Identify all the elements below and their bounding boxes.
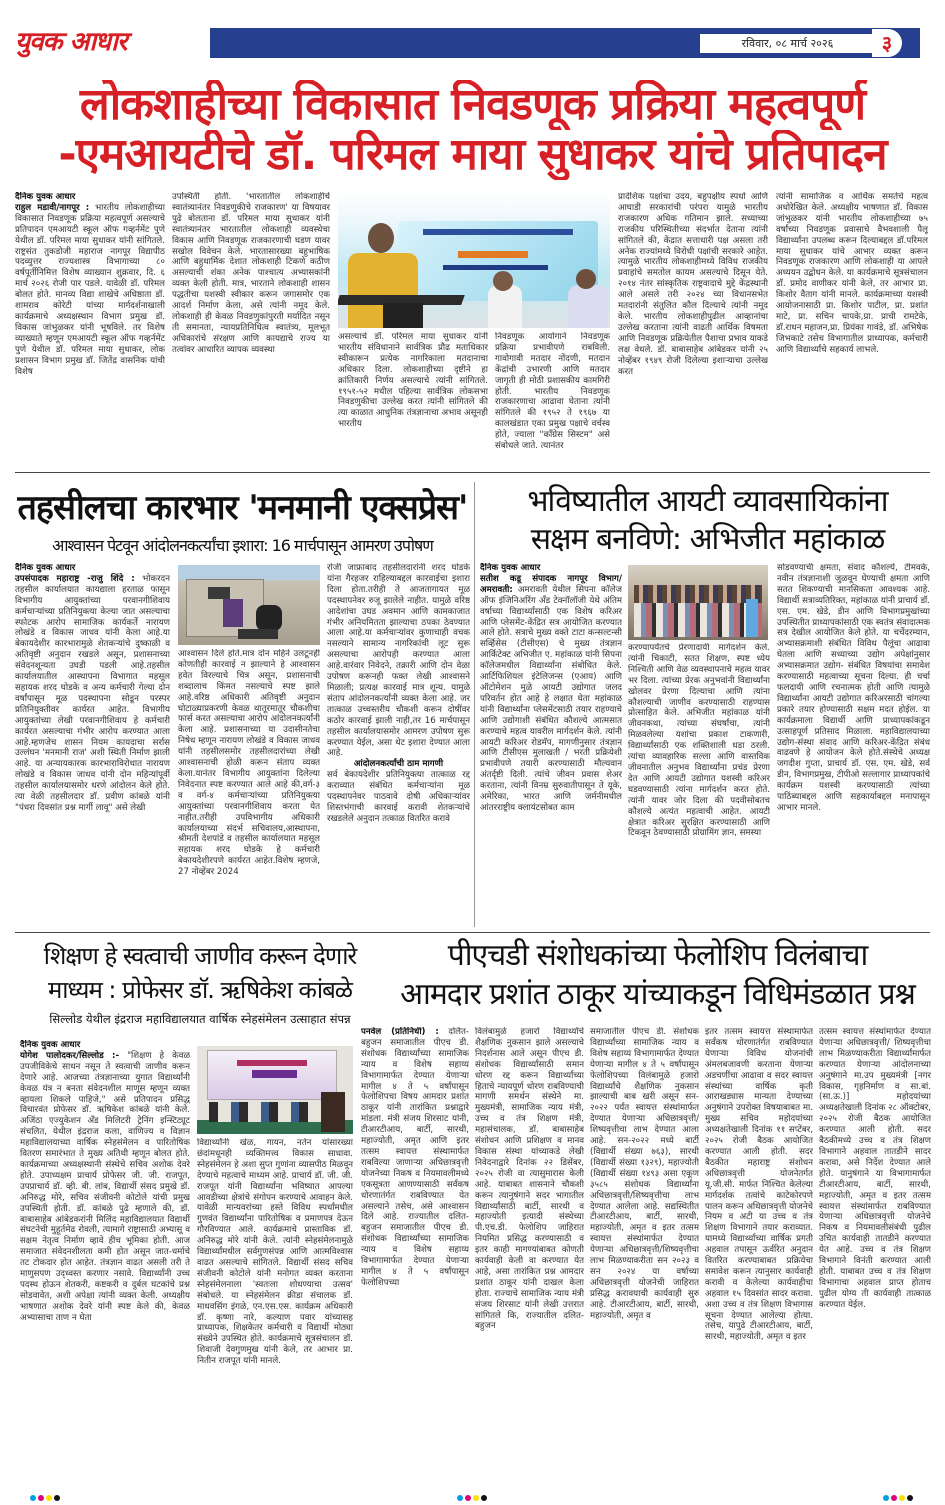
tehsil-headline: तहसीलचा कारभार 'मनमानी एक्सप्रेस'	[17, 488, 468, 528]
tehsil-column-2: आश्वासन दिले होते.मात्र दोन महिने उलटूनही कोणतीही कारवाई न झाल्याने हे आश्वासन हवेत विरल्याचे चित्र असून, प्रशासनाची शब्दालाच किंमत नसल्याचे स्पष्ट झाले आहे.वरिष्ठ अधिकारी अतिवृष्टी अनुदान घोटाळ्याप्रकरणी केवळ थातूरमातूर चौकशीचा फार्स करत असल्याचा आरोप आंदोलनकर्त्यांनी केला आहे. प्रशासनाच्या या उदासीनतेचा निषेध म्हणून नारायण लोखंडे व विकास जाधव यांनी तहसीलसमोर तहसीलदारांच्या लेखी आश्वासनाची होळी करून संताप व्यक्त केला.यानंतर विभागीय आयुक्तांना दिलेल्या निवेदनात स्पष्ट करण्यात आले आहे की,वर्ग-३ व वर्ग-४ कर्मचाऱ्यांच्या प्रतिनियुक्त्या आयुक्तांच्या परवानगीशिवाय करता येत नाहीत.तरीही उपविभागीय अधिकारी कार्यालयाच्या संदर्भ सचिवालय,आस्थापना, श्रीमती देशपांडे व तहसील कार्यालयात महसूल सहायक शरद घोडके हे कर्मचारी बेकायदेशीरपणे कार्यरत आहेत.विशेष म्हणजे, 27 नोव्हेंबर 2024	[178, 649, 320, 878]
education-subheadline: सिल्लोड येथील इंद्रराज महाविद्यालयात वार्षिक स्नेहसंमेलन उत्साहात संपन्न	[49, 1012, 351, 1026]
education-headline-line-2: माध्यम : प्रोफेसर डॉ. ऋषिकेश कांबळे	[47, 976, 353, 1004]
column-divider	[474, 482, 475, 927]
byline: पनवेल (प्रतिनिधी) :	[361, 1027, 439, 1037]
it-headline-line-2: सक्षम बनविणे: अभिजीत महांकाळ	[530, 522, 885, 557]
demands-subheading: आंदोलनकर्त्यांची ठाम मागणी	[353, 759, 444, 770]
section-divider	[15, 472, 930, 473]
newspaper-logo: युवक आधार	[15, 27, 210, 59]
lead-headline-line-1: लोकशाहीच्या विकासात निवडणूक प्रक्रिया महत्वपूर्ण	[79, 80, 866, 130]
annual-gathering-photo	[197, 1046, 353, 1134]
source-label: दैनिक युवक आधार	[15, 563, 76, 573]
issue-date: रविवार, ०८ मार्च २०२६	[700, 34, 875, 53]
column-text: "शिक्षण हे केवळ उपजीविकेचे साधन नसून ते स्वत्वाची जाणीव करून देणारे आहे. आजच्या तंत्रज्ञानाच्या युगात विद्यार्थ्यांनी केवळ यंत्र न बनता संवेदनशील माणूस म्हणून व्यक्त व्हायला शिकले पाहिजे," असे प्रतिपादन प्रसिद्ध विचारवंत प्रोफेसर डॉ. ऋषिकेश कांबळे यांनी केले. अजिंठा एज्युकेशन अँड मिलिटरी ट्रेनिंग इन्स्टिट्यूट संचलित, येथील इंद्रराज कला, वाणिज्य व विज्ञान महाविद्यालयाच्या वार्षिक स्नेहसंमेलन व पारितोषिक वितरण समारंभात ते मुख्य अतिथी म्हणून बोलत होते. कार्यक्रमाच्या अध्यक्षस्थानी संस्थेचे सचिव अशोक देवरे होते. उपाध्यक्षम प्राचार्य प्रोफेसर जी. जी. राजपूत, उपप्राचार्य डॉ. व्ही. बी. लांब, विद्यार्थी संसद प्रमुखे डॉ. अनिरुद्ध मोरे, सचिव संजीवनी कोटोले यांची प्रमुख उपस्थिती होती. डॉ. कांबळे पुढे म्हणाले की, डॉ. बाबासाहेब आंबेडकरांनी मिलिंद महाविद्यालयात विद्यार्थी संघटनेची मुहूर्तमेढ रोवली, त्यामागे राष्ट्रासाठी अभ्यासू व सक्षम नेतृत्व निर्माण व्हावे हीच भूमिका होती. आज समाजात संवेदनशीलता कमी होत असून जात-धर्माचे तट टोकदार होत आहेत. तंत्रज्ञान वाढत असली तरी ते माणुसपण उद्ध्वस्त करणार नसावे. विद्यार्थ्यांनी उच्च पदस्थ होऊन शेतकरी, कष्टकरी व दुर्बल घटकांचे प्रश्न सोडवावेत, अशी अपेक्षा त्यांनी व्यक्त केली. अध्यक्षीय भाषणात अशोक देवरे यांनी स्पष्ट केले की, केवळ अभ्यासाचा ताण न घेता	[20, 1050, 190, 1323]
lead-article-column-3: असल्याचे डॉ. परिमल माया सुधाकर यांनी भारतीय संविधानाने सार्वत्रिक प्रौढ मताधिकार स्वीकारून प्रत्येक नागरिकाला मतदानाचा अधिकार दिला. लोकशाहीच्या दृष्टीने हा क्रांतिकारी निर्णय असल्याचे त्यांनी सांगितले. १९५१-५२ मधील पहिल्या सार्वत्रिक लोकसभा निवडणुकीचा उल्लेख करत त्यांनी सांगितले की त्या काळात आधुनिक तंत्रज्ञानाचा अभाव असूनही भारतीय	[338, 332, 488, 430]
byline: योगेश पालोदकर/सिल्लोड :-	[20, 1050, 120, 1061]
it-headline-line-1: भविष्यातील आयटी व्यावसायिकांना	[527, 484, 888, 519]
lead-article-column-6: त्यांनी सामाजिक व आर्थिक समतेचे महत्व अधोरेखित केले. अध्यक्षीय भाषणात डॉ. विकास जांभुळकर यांनी भारतीय लोकशाहीच्या ७५ वर्षांच्या निवडणूक प्रवासाचे वैभवशाली पैलू विद्यार्थ्यांना उपलब्ध करून दिल्याबद्दल डॉ.परिमल माया सुधाकर यांचे आभार व्यक्त करून निवडणूक राजकारण आणि लोकशाही या आपले अध्ययन उद्बोधन केले. या कार्यक्रमाचे सूत्रसंचालन डॉ. प्रमोद वाणीकर यांनी केले, तर आभार प्रा. किशोर वैताग यांनी मानले. कार्यक्रमाच्या यशस्वी आयोजनासाठी प्रा. किशोर पाटील, प्रा. प्रशांत माटे, प्रा. सचिन चापके,प्रा. प्राची रामटेके, डॉ.राधन महाजन,प्रा. प्रियंका गावंडे, डॉ. अभिषेक जिभकाटे तसेच विभागातील प्राध्यापक, कर्मचारी आणि विद्यार्थ्यांचे सहकार्य लाभले.	[776, 192, 928, 355]
lecture-photo	[338, 193, 610, 328]
education-headline-line-1: शिक्षण हे स्वत्वाची जाणीव करून देणारे	[43, 942, 357, 970]
source-label: दैनिक युवक आधार	[20, 1040, 81, 1050]
phd-headline-line-1: पीएचडी संशोधकांच्या फेलोशिप विलंबाचा	[447, 938, 868, 973]
lead-article-column-4: निवडणूक आयोगाने निवडणूक प्रक्रिया प्रभावीपणे राबविली. गावोगावी मतदार नोंदणी, मतदान केंद्रांची उभारणी आणि मतदार जागृती ही मोठी प्रशासकीय कामगिरी होती. भारतीय निवडणूक राजकारणाचा आढावा घेताना त्यांनी सांगितले की १९५२ ते १९६७ या कालखंडात एका प्रमुख पक्षाचे वर्चस्व होते, ज्याला "काँग्रेस सिस्टम" असे संबोधले जाते. त्यानंतर	[495, 332, 610, 452]
page-number: ३	[872, 29, 902, 57]
lead-headline-line-2: -एमआयटीचे डॉ. परिमल माया सुधाकर यांचे प्रतिपादन	[58, 130, 887, 180]
column-text: भोकरदन तहसील कार्यालयात कायद्याला हरताळ फासून विभागीय आयुक्तांच्या परवानगीशिवाय कर्मचाऱ्यांच्या प्रतिनियुक्त्या केल्या जात असल्याचा स्फोटक आरोप सामाजिक कार्यकर्ते नारायण लोखंडे व विकास जाधव यांनी केला आहे.या बेकायदेशीर कारभारामुळे शेतकऱ्यांचे दुष्काळी व अतिवृष्टी अनुदान रखडले असून, प्रशासनाच्या संवेदनशून्यता उघडी पडली आहे.तहसील कार्यालयातील आस्थापना विभागात महसूल सहायक शरद घोडके व अन्य कर्मचारी गेल्या दोन वर्षांपासून मूळ पदस्थापना सोडून परस्पर प्रतिनियुक्तीवर कार्यरत आहेत. विभागीय आयुक्तांच्या लेखी परवानगीशिवाय हे कर्मचारी कार्यरत असल्याचा गंभीर आरोप करण्यात आला आहे.म्हणजेच शासन नियम कायदाचा सर्रास उल्लंघन 'मनमानी राज' अशी स्थिती निर्माण झाली आहे. या अन्यायकारक कारभाराविरोधात नारायण लोखंडे व विकास जाधव यांनी दोन महिन्यांपूर्वी तहसील कार्यालयासमोर धरणे आंदोलन केले होते. त्या वेळी तहसीलदार डॉ. प्रवीण कांबळे यांनी "पंधरा दिवसांत प्रश्न मार्गी लावू" असे लेखी	[15, 573, 170, 813]
column-text: दलित-बहुजन समाजातील पीएच डी. संशोधक विद्यार्थ्यांच्या सामाजिक न्याय व विशेष सहाय्य विभागामार्फत देण्यात येणाऱ्या मागील ४ ते ५ वर्षांपासून फेलोशिपचा विषय आमदार प्रशांत ठाकूर यांनी तारांकित प्रश्नाद्वारे मांडला. मंत्री संजय शिरसाट यांनी, टीआरटीआय, बार्टी, सारथी, महाज्योती, अमृत आणि इतर तत्सम स्वायत्त संस्थामार्फत राबविल्या जाणाऱ्या अधिछात्रवृत्ती योजनेच्या निकष व नियमावलीमध्ये एकसूत्रता आणण्यासाठी सर्वंकष धोरणातंर्गत राबविण्यात येत असल्याने तसेच, असे आश्वासन दिले आहे. राज्यातील दलित-बहुजन समाजातील पीएच डी. संशोधक विद्यार्थ्यांच्या सामाजिक न्याय व विशेष सहाय्य विभागामार्फत देण्यात येणाऱ्या मागील ४ ते ५ वर्षांपासून फेलोशिपच्या	[361, 1027, 469, 1288]
section-divider	[15, 932, 930, 933]
phd-headline-line-2: आमदार प्रशांत ठाकूर यांच्याकडून विधिमंडळात प्रश्न	[400, 977, 915, 1012]
source-label: दैनिक युवक आधार	[15, 192, 76, 202]
column-text: भारतीय लोकशाहीच्या विकासात निवडणूक प्रक्रिया महत्वपूर्ण असल्याचे प्रतिपादन एमआयटी स्कूल ऑफ गव्हर्नमेंट पुणे येथील डॉ. परिमल माया सुधाकर यांनी सांगितले. राष्ट्रसंत तुकडोजी महाराज नागपूर विद्यापीठ पदव्युत्तर राज्यशास्त्र विभागाच्या ८० वर्षपूर्तीनिमित्त विशेष व्याख्यान शुक्रवार, दि. ६ मार्च २०२६ रोजी पार पडले. यावेळी डॉ. परिमल बोलत होते. मानव्य विद्या शाखेचे अधिष्ठाता डॉ. शामराव कोरेटी यांच्या मार्गदर्शनाखाली कार्यक्रमाचे अध्यक्षस्थान विभाग प्रमुख डॉ. विकास जांभुळकर यांनी भूषविले. तर विशेष व्याख्याते म्हणून एमआयटी स्कूल ऑफ गव्हर्नमेंट पुणे येथील डॉ. परिमल माया सुधाकर, लोक प्रशासन विभाग प्रमुख डॉ. जितेंद्र वासनिक यांची विशेष	[15, 202, 165, 377]
lead-article-column-2: उपस्थिती होती. 'भारतातील लोकशाहीचे स्वातंत्र्यानंतर निवडणुकीचे राजकारण' या विषयावर पुढे बोलताना डॉ. परिमल माया सुधाकर यांनी स्वातंत्र्यानंतर भारतातील लोकशाही व्यवस्थेचा विकास आणि निवडणूक राजकारणाची घडण यावर सखोल विवेचन केले. भारतासारख्या बहुभाषिक आणि बहुधार्मिक देशात लोकशाही टिकणे कठीण असल्याची शंका अनेक पाश्चात्य अभ्यासकांनी व्यक्त केली होती. मात्र, भारताने लोकशाही शासन पद्धतीचा यशस्वी स्वीकार करून जगासमोर एक आदर्श निर्माण केला, असे त्यांनी नमूद केले. लोकशाही ही केवळ निवडणुकांपुरती मर्यादित नसून ती समानता, न्यायप्रतिनिधित्व स्वातंत्र्य, मूलभूत अधिकारांचे संरक्षण आणि कायद्याचे राज्य या तत्वांवर आधारित व्यापक व्यवस्था	[172, 192, 330, 355]
tehsil-protest-photo	[178, 565, 320, 645]
education-column-1	[20, 1040, 190, 1480]
phd-column-1	[361, 1027, 469, 1480]
phd-column-5: तत्सम स्वायत्त संस्थांमार्फत देण्यात येणाऱ्या अधिछात्रवृत्ती/ शिष्यवृत्तीचा लाभ मिळण्याकरीता विद्यार्थ्यांमार्फत करण्यात येणाऱ्या आंदोलनाच्या अनुषंगाने मा.उप मुख्यमंत्री [नगर विकास, गृहनिर्माण व सा.बां. (सा.ऊ.)] महोदयांच्या अध्यक्षतेखाली दिनांक २८ ऑक्टोबर, २०२५ रोजी बैठक आयोजित करण्यात आली होती. सदर बैठकीमध्ये उच्च व तंत्र शिक्षण विभागाने अहवाल तातडीने सादर करावा, असे निर्देश देण्यात आले होते. यानुषंगाने या विभागामार्फत टीआरटीआय, बार्टी, सारथी, महाज्योती, अमृत व इतर तत्सम स्वायत्त संस्थांमार्फत राबविण्यात येणाऱ्या अधिछात्रवृत्ती योजनेचे निकष व नियमावलीसंबंधी पुढील उचित कार्यवाही तातडीने करण्यात येत आहे. उच्च व तंत्र शिक्षण विभागाने विनंती करण्यात आली होती. याबाबत उच्च व तंत्र शिक्षण विभागाचा अहवाल प्राप्त होताच पुढील योग्य ती कार्यवाही तात्काळ करण्यात येईल.	[819, 1027, 931, 1310]
print-registration-marks	[0, 1486, 945, 1496]
byline: राहुल मडावी/नागपूर :	[15, 202, 90, 213]
byline: सतीश कडू संपादक नागपूर विभाग/अमरावती:	[480, 573, 622, 595]
phd-column-4: इतर तत्सम स्वायत्त संस्थामार्फत सर्वंकष धोरणातंर्गत राबविण्यात येणाऱ्या विविध योजनांची अंमलबजावणी करताना येणाऱ्या अडचणींचा आढावा व सदर स्वायत्त संस्थांच्या वार्षिक कृती आराखड्यास मान्यता देण्याच्या अनुषंगाने उपरोक्त विषयाबाबत मा. मुख्य सचिव महोदयांच्या अध्यक्षतेखाली दिनांक ११ सप्टेंबर, २०२५ रोजी बैठक आयोजित करण्यात आली होती. सदर बैठकीत महाराष्ट्र संशोधन अधिछात्रवृत्ती योजनेतर्गत यू.जी.सी. मार्फत निश्चित केलेल्या मार्गदर्शक तत्वांचे काटेकोरपणे पालन करून अधिछात्रवृत्ती योजनेचे नियम व अटी या उच्च व तंत्र शिक्षण विभागाने तयार कराव्यात. यामध्ये विद्यार्थ्यांच्या वार्षिक प्रगती अहवाल तपासून ऊर्वरित अनुदान वितरित करण्याबाबत प्रक्रियेचा समावेश करून त्यानुसार कार्यवाही करावी व केलेल्या कार्यवाहीचा अहवाल १५ दिवसांत सादर करावा. अशा उच्च व तंत्र शिक्षण विभागास सूचना देण्यात आलेल्या होत्या. तसेच, यापुढे टीआरटीआय, बार्टी, सारथी, महाज्योती, अमृत व इतर	[705, 1027, 813, 1343]
source-label: दैनिक युवक आधार	[480, 563, 541, 573]
phd-column-2: विलंबामुळे हजारो विद्यार्थ्यांचे शैक्षणिक नुकसान झाले असल्याचे निदर्शनास आले असून पीएच डी. संशोधक विद्यार्थ्यांसाठी समान धोरण रद्द करून विद्यार्थ्यांच्या हिताचे न्यायपूर्ण धोरण राबविण्याची मागणी समर्थन संस्थेने मा. मुख्यमंत्री, सामाजिक न्याय मंत्री, उच्च व तंत्र शिक्षण मंत्री, महासंचालक, डॉ. बाबासाहेब संशोधन आणि प्रशिक्षण व मानव विकास संस्था यांच्याकडे लेखी निवेदनाद्वारे दिनांक २२ डिसेंबर, २०२५ रोजी वा त्यासुमारास केली आहे. याबाबत शासनाने चौकशी करून त्यानुषंगाने सदर भागातील विद्यार्थ्यांसाठी बार्टी, सारथी व महाज्योती इत्यादी संस्थेच्या पी.एच.डी. फेलोशिप जाहिरात नियमित प्रसिद्ध करण्यासाठी व इतर काही मागण्यांबाबत कोणती कार्यवाही केली वा करण्यात येत आहे, असा तारांकित प्रश्न आमदार प्रशांत ठाकूर यांनी दाखल केला होता. राज्याचे सामाजिक न्याय मंत्री संजय शिरसाट यांनी लेखी उत्तरात सांगितले कि, राज्यातील दलित-बहुजन	[475, 1027, 584, 1332]
lead-article-column-1	[15, 192, 165, 464]
it-column-3: सोडवण्याची क्षमता, संवाद कौशल्ये, टीमवर्क, नवीन तंत्रज्ञानाशी जुळवून घेण्याची क्षमता आणि सतत शिकण्याची मानसिकता आवश्यक आहे. विद्यार्थी सत्राव्यतिरिक्त, महांकाळ यांनी प्राचार्य डॉ. एस. एम. खेडे, डीन आणि विभागप्रमुखांच्या उपस्थितीत प्राध्यापकांसाठी एक स्वतंत्र संवादात्मक सत्र देखील आयोजित केले होते. या चर्चेदरम्यान, अभ्यासक्रमाशी संबंधित विविध पैलूंचा आढावा घेतला आणि सध्याच्या उद्योग अपेक्षांनुसार अभ्यासक्रमात उद्योग- संबंधित विषयांचा समावेश करण्यासाठी महत्वाच्या सूचना दिल्या. ही चर्चा फलदायी आणि रचनात्मक होती आणि त्यामुळे विद्यार्थ्यांना आयटी उद्योगात करिअरसाठी चांगल्या प्रकारे तयार होण्यासाठी सक्षम मदत होईल. या कार्यक्रमाला विद्यार्थी आणि प्राध्यापकांकडून उत्साहपूर्ण प्रतिसाद मिळाला. महाविद्यालयाच्या उद्योग-संस्था संवाद आणि करिअर-केंद्रित संबंध वाढवणे हे आयोजन केले होते.संस्थेचे अध्यक्ष जगदीश गुप्ता, प्राचार्य डॉ. एस. एम. खेडे, सर्व डीन, विभागप्रमुख, टीपीओ सल्लागार प्राध्यापकांचे कार्यक्रम यशस्वी करण्यासाठी त्यांच्या पाठिंब्याबद्दल आणि सहकार्याबद्दल मनापासून आभार मानले.	[777, 563, 930, 813]
group-photo	[628, 565, 768, 640]
byline: उपसंपादक महाराष्ट्र -राजु शिंदे :	[15, 573, 135, 584]
column-text: अमरावती येथील सिपना कॉलेज ऑफ इंजिनिअरिंग अँड टेक्नॉलॉजी येथे अंतिम वर्षाच्या विद्यार्थ्यांसाठी एक विशेष करिअर आणि प्लेसमेंट-केंद्रित सत्र आयोजित करण्यात आले होते. सत्राचे मुख्य वक्ते टाटा कन्सल्टन्सी सर्व्हिसेस (टीसीएस) चे मुख्य तंत्रज्ञान आर्किटेक्ट अभिजीत ए. महांकाळ यांनी सिपना कॉलेजमधील विद्यार्थ्यांना संबोधित केले. आर्टिफिशियल इंटेलिजन्स (एआय) आणि ऑटोमेशन मुळे आयटी उद्योगात जलद परिवर्तन होत आहे हे लक्षात घेता महांकाळ यांनी विद्यार्थ्यांना प्लेसमेंटसाठी तयार राहण्याचे आणि उद्योगाशी संबंधित कौशल्ये आत्मसात करण्याचे महत्व यावरील मार्गदर्शन केले. त्यांनी आयटी करिअर रोडमॅप, मागणीनुसार तंत्रज्ञान आणि टीसीएस मुलाखती / भरती प्रक्रियेशी प्रभावीपणे तयारी करण्यासाठी मौल्यवान अंतर्दृष्टी दिली. त्यांचे जीवन प्रवास शेअर करताना, त्यांनी विनम्र सुरुवातीपासून ते यूके, अमेरिका, भारत आणि जर्मनीमधील आंतरराष्ट्रीय क्लायंटसोबत काम	[480, 584, 622, 813]
it-column-1	[480, 563, 622, 928]
column-text: रोजी जाफ्राबाद तहसीलदारांनी शरद घोडके यांना गैरहजर राहिल्याबद्दल कारवाईचा इशारा दिला होता.तरीही ते आजतागायत मूळ पदस्थापनेवर रुजू झालेले नाहीत. यामुळे वरिष्ठ आदेशांचा उघड अवमान आणि कामकाजात गंभीर अनियमितता झाल्याचा ठपका ठेवण्यात आला आहे.या कर्मचाऱ्यांवर कुणाचाही वचक नसल्याने सामान्य नागरिकांची लूट सुरू असल्याचा आरोपही करण्यात आला आहे.वारंवार निवेदने, तक्रारी आणि दोन वेळा उपोषण करूनही फक्त लेखी आश्वासने मिळाली; प्रत्यक्ष कारवाई मात्र शून्य. यामुळे संताप आंदोलनकर्त्यांनी व्यक्त केला आहे. जर तात्काळ उच्चस्तरीय चौकशी करून दोषींवर कठोर कारवाई झाली नाही,तर 16 मार्चपासून तहसील कार्यालयासमोर आमरण उपोषण सुरू करण्यात येईल, असा थेट इशारा देण्यात आला आहे.	[327, 563, 470, 759]
tehsil-column-1	[15, 563, 170, 928]
phd-column-3: समाजातील पीएच डी. संशोधक विद्यार्थ्यांच्या सामाजिक न्याय व विशेष सहाय्य विभागामार्फत देण्यात येणाऱ्या मागील ४ ते ५ वर्षांपासून फेलोशिपच्या विलंबामुळे हजारो विद्यार्थ्यांचे शैक्षणिक नुकसान झाल्याची बाब खरी असून सन- २०२२ पर्यंत स्वायत्त संस्थांमार्फत देण्यात येणाऱ्या अधिछात्रवृत्ती/ शिष्यवृत्तीचा लाभ देण्यात आला आहे. सन-२०२२ मध्ये बार्टी (विद्यार्थी संख्या ७६३), सारथी (विद्यार्थी संख्या १३२९), महाज्योती (विद्यार्थी संख्या १४९३ असा एकूण ३५८५ संशोधक विद्यार्थ्यांना अधिछात्रवृत्ती/शिष्यवृत्तीचा लाभ देण्यात आलेला आहे. सद्यस्थितीत टीआरटीआय, बार्टी, सारथी, महाज्योती, अमृत व इतर तत्सम स्वायत्त संस्थांमार्फत देण्यात येणाऱ्या अधिछात्रवृत्ती/शिष्यवृत्तीचा लाभ मिळण्याकरीता सन २०२३ व सन २०२४ या वर्षाच्या अधिछात्रवृत्ती योजनेची जाहिरात प्रसिद्ध करावयाची कार्यवाही सुरु आहे. टीआरटीआय, बार्टी, सारथी, महाज्योती, अमृत व	[590, 1027, 699, 1321]
demands-text: सर्व बेकायदेशीर प्रतिनियुक्त्या तात्काळ रद्द कराव्यात संबंधित कर्मचाऱ्यांना मूळ पदस्थापनेवर पाठवावे दोषी अधिकाऱ्यांवर शिस्तभंगाची कारवाई करावी शेतकऱ्यांचे रखडलेले अनुदान तत्काळ वितरित करावे	[327, 770, 470, 824]
it-column-2: करण्यापर्यंतचे प्रेरणादायी मार्गदर्शन केले. त्यांनी चिकाटी, सतत शिक्षण, स्पष्ट ध्येय निश्चिती आणि वेळ व्यवस्थापनाचे महत्व यावर भर दिला. त्यांच्या प्रेरक अनुभवांनी विद्यार्थ्यांना खोलवर प्रेरणा दिल्याचा आणि त्यांना कौशल्याची जाणीव करण्यासाठी राहण्यास प्रोत्साहित केले. अभिजीत महांकाळ यांनी जीवनकथा, त्यांच्या संघर्षांचा, त्यांनी मिळवलेल्या यशांचा प्रकाश टाकणारी, विद्यार्थ्यांसाठी एक शक्तिशाली धडा ठरली. त्यांचा व्यावहारिक सल्ला आणि वास्तविक जीवनातील अनुभव विद्यार्थ्यांना प्रचंड प्रेरणा देत आणि आयटी उद्योगात यशस्वी करिअर घडवण्यासाठी त्यांना मार्गदर्शन करत होते. त्यांनी यावर जोर दिला की पदवीसोबतच कौशल्ये अत्यंत महत्वाची आहेत. आयटी क्षेत्रात करिअर सुरक्षित करण्यासाठी आणि टिकवून ठेवण्यासाठी प्रोग्रामिंग ज्ञान, समस्या	[628, 643, 770, 839]
tehsil-subheadline: आश्वासन पेटवून आंदोलनकर्त्यांचा इशारा: 16 मार्चपासून आमरण उपोषण	[52, 536, 433, 555]
education-column-2: विद्यार्थ्यांनी खेळ, गायन, नर्तन यांसारख्या छंदांमधूनही व्यक्तिमत्त्व विकास साधावा. स्नेहसंमेलन हे अशा सुप्त गुणांना व्यासपीठ मिळवून देण्याचे महत्वाचे माध्यम आहे. प्राचार्य डॉ. जी. जी. राजपूत यांनी विद्यार्थ्यांना भविष्यात आपल्या आवडीच्या क्षेत्रांचे संगोपन करण्याचे आवाहन केले. यावेळी मान्यवरांच्या हस्ते विविध स्पर्धांमधील गुणवंत विद्यार्थ्यांना पारितोषिक व प्रमाणपत्र देऊन गौरविण्यात आले. कार्यक्रमाचे प्रास्ताविक डॉ. अनिरुद्ध मोरे यांनी केले. त्यांनी स्नेहसंमेलनामुळे विद्यार्थ्यांमधील सर्वगुणसंपन्न आणि आत्मविश्वास वाढत असल्याचे सांगितले. विद्यार्थी संसद सचिव संजीवनी कोटोले यांनी मनोगत व्यक्त करताना स्नेहसंमेलनाला 'स्वतःला शोधण्याचा उत्सव' संबोधले. या स्नेहसंमेलन क्रीडा संचालक डॉ. माधवसिंग इंगळे, एन.एस.एस. कार्यक्रम अधिकारी डॉ. कृष्णा नारे, कल्याण पवार यांच्यासह प्राध्यापक, शिक्षकेतर कर्मचारी व विद्यार्थी मोठ्या संख्येने उपस्थित होते. कार्यक्रमाचे सूत्रसंचालन डॉ. शिवाजी देवगुणमुख यांनी केले, तर आभार प्रा. नितीन राजपूत यांनी मानले.	[197, 1138, 353, 1367]
tehsil-column-3	[327, 563, 470, 928]
lead-article-column-5: प्रादेशिक पक्षांचा उदय, बहुपक्षीय स्पर्धा आणि आघाडी सरकारांची परंपरा यामुळे भारतीय राजकारण अधिक गतिमान झाले. सध्याच्या राजकीय परिस्थितीच्या संदर्भात देताना त्यांनी सांगितले की, केंद्रात सत्ताधारी पक्ष असला तरी अनेक राज्यांमध्ये विरोधी पक्षांची सरकारे आहेत. त्यामुळे भारतीय लोकशाहीमध्ये विविध राजकीय प्रवाहांचे समतोल कायम असल्याचे दिसून येते. २०१४ नंतर सांस्कृतिक राष्ट्रवादाचे मुद्दे केंद्रस्थानी आले असले तरी २०२४ च्या विधानसभेत मतदारांनी संतुलित कौल दिल्याचे त्यांनी नमूद केले. भारतीय लोकशाहीपुढील आव्हानांचा उल्लेख करताना त्यांनी वाढती आर्थिक विषमता आणि निवडणूक प्रक्रियेतील पैशाचा प्रभाव याकडे लक्ष वेधले. डॉ. बाबासाहेब आंबेडकर यांनी २५ नोव्हेंबर १९४९ रोजी दिलेल्या इशाऱ्याचा उल्लेख करत	[618, 192, 768, 377]
